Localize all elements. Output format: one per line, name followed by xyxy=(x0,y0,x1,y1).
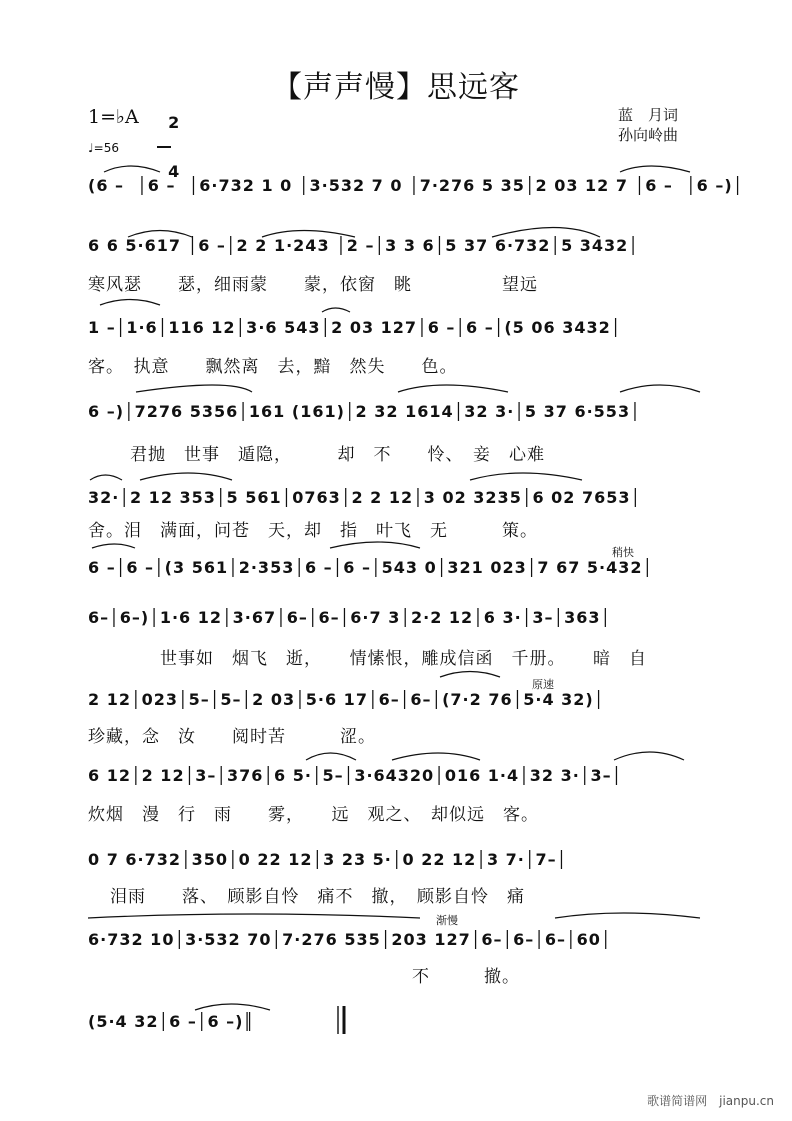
tempo-change-slower: 渐慢 xyxy=(436,914,458,927)
tempo-change-faster: 稍快 xyxy=(612,546,634,559)
lyrics-row-9: 炊烟 漫 行 雨 雾， 远 观之、 却似远 客。 xyxy=(88,805,539,825)
tempo-marking: ♩=56 xyxy=(88,141,119,155)
notation-row-11: 6·732 10│3·532 70│7·276 535│203 127│6–│6–│6–│60│ xyxy=(88,930,612,949)
notation-row-8: 2 12│023│5–│5–│2 03│5·6 17│6–│6–│(7·2 76│5·4 32)│ xyxy=(88,690,605,709)
lyricist-credit: 蓝 月词 xyxy=(618,106,679,124)
tempo-change-original: 原速 xyxy=(532,678,554,691)
lyrics-row-10: 泪雨 落、 顾影自怜 痛不 撤， 顾影自怜 痛 xyxy=(110,887,525,907)
notation-row-3: 1 –│1·6│116 12│3·6 543│2 03 127│6 –│6 –│(5 06 3432│ xyxy=(88,318,622,337)
notation-row-6: 6 –│6 –│(3 561│2·353│6 –│6 –│543 0│321 023│7 67 5·432│ xyxy=(88,558,654,577)
notation-row-2: 6 6 5·617 │6 –│2 2 1·243 │2 –│3 3 6│5 37 6·732│5 3432│ xyxy=(88,236,639,255)
notation-row-4: 6 –)│7276 5356│161 (161)│2 32 1614│32 3·│5 37 6·553│ xyxy=(88,402,641,421)
composer-credit: 孙向岭曲 xyxy=(618,126,679,144)
lyrics-row-4: 君抛 世事 遁隐， 却 不 怜、 妾 心难 xyxy=(130,445,545,465)
song-title: 【声声慢】思远客 xyxy=(272,70,520,105)
notation-row-7: 6–│6–)│1·6 12│3·67│6–│6–│6·7 3│2·2 12│6 3·│3–│363│ xyxy=(88,608,612,627)
meter-bottom: 4 xyxy=(168,162,180,181)
notation-row-12: (5·4 32│6 –│6 –)║ xyxy=(88,1012,255,1031)
meter-top: 2 xyxy=(168,113,180,132)
lyrics-row-5: 舍。泪 满面，问苍 天，却 指 叶飞 无 策。 xyxy=(88,521,538,541)
notation-row-10: 0 7 6·732│350│0 22 12│3 23 5·│0 22 12│3 7·│7–│ xyxy=(88,850,568,869)
lyrics-row-11: 不 撤。 xyxy=(88,967,520,987)
lyrics-row-7: 世事如 烟飞 逝， 情愫恨，雕成信函 千册。 暗 自 xyxy=(160,649,647,669)
time-signature xyxy=(157,100,180,181)
notation-row-9: 6 12│2 12│3–│376│6 5·│5–│3·64320│016 1·4│32 3·│3–│ xyxy=(88,766,623,785)
notation-row-5: 32·│2 12 353│5 561│0763│2 2 12│3 02 3235│6 02 7653│ xyxy=(88,488,642,507)
lyrics-row-3: 客。 执意 飘然离 去，黯 然失 色。 xyxy=(88,357,458,377)
lyrics-row-8: 珍藏，念 汝 阅时苦 涩。 xyxy=(88,727,376,747)
meter-bar xyxy=(157,146,171,148)
lyrics-row-2: 寒风瑟 瑟，细雨蒙 蒙，依窗 眺 望远 xyxy=(88,275,538,295)
key-signature xyxy=(88,106,139,128)
notation-row-1: (6 – │6 – │6·732 1 0 │3·532 7 0 │7·276 5 35│2 03 12 7 │6 – │6 –)│ xyxy=(88,176,744,195)
key-text: 1=♭A xyxy=(88,106,139,128)
site-watermark: 歌谱简谱网 jianpu.cn xyxy=(647,1094,774,1108)
